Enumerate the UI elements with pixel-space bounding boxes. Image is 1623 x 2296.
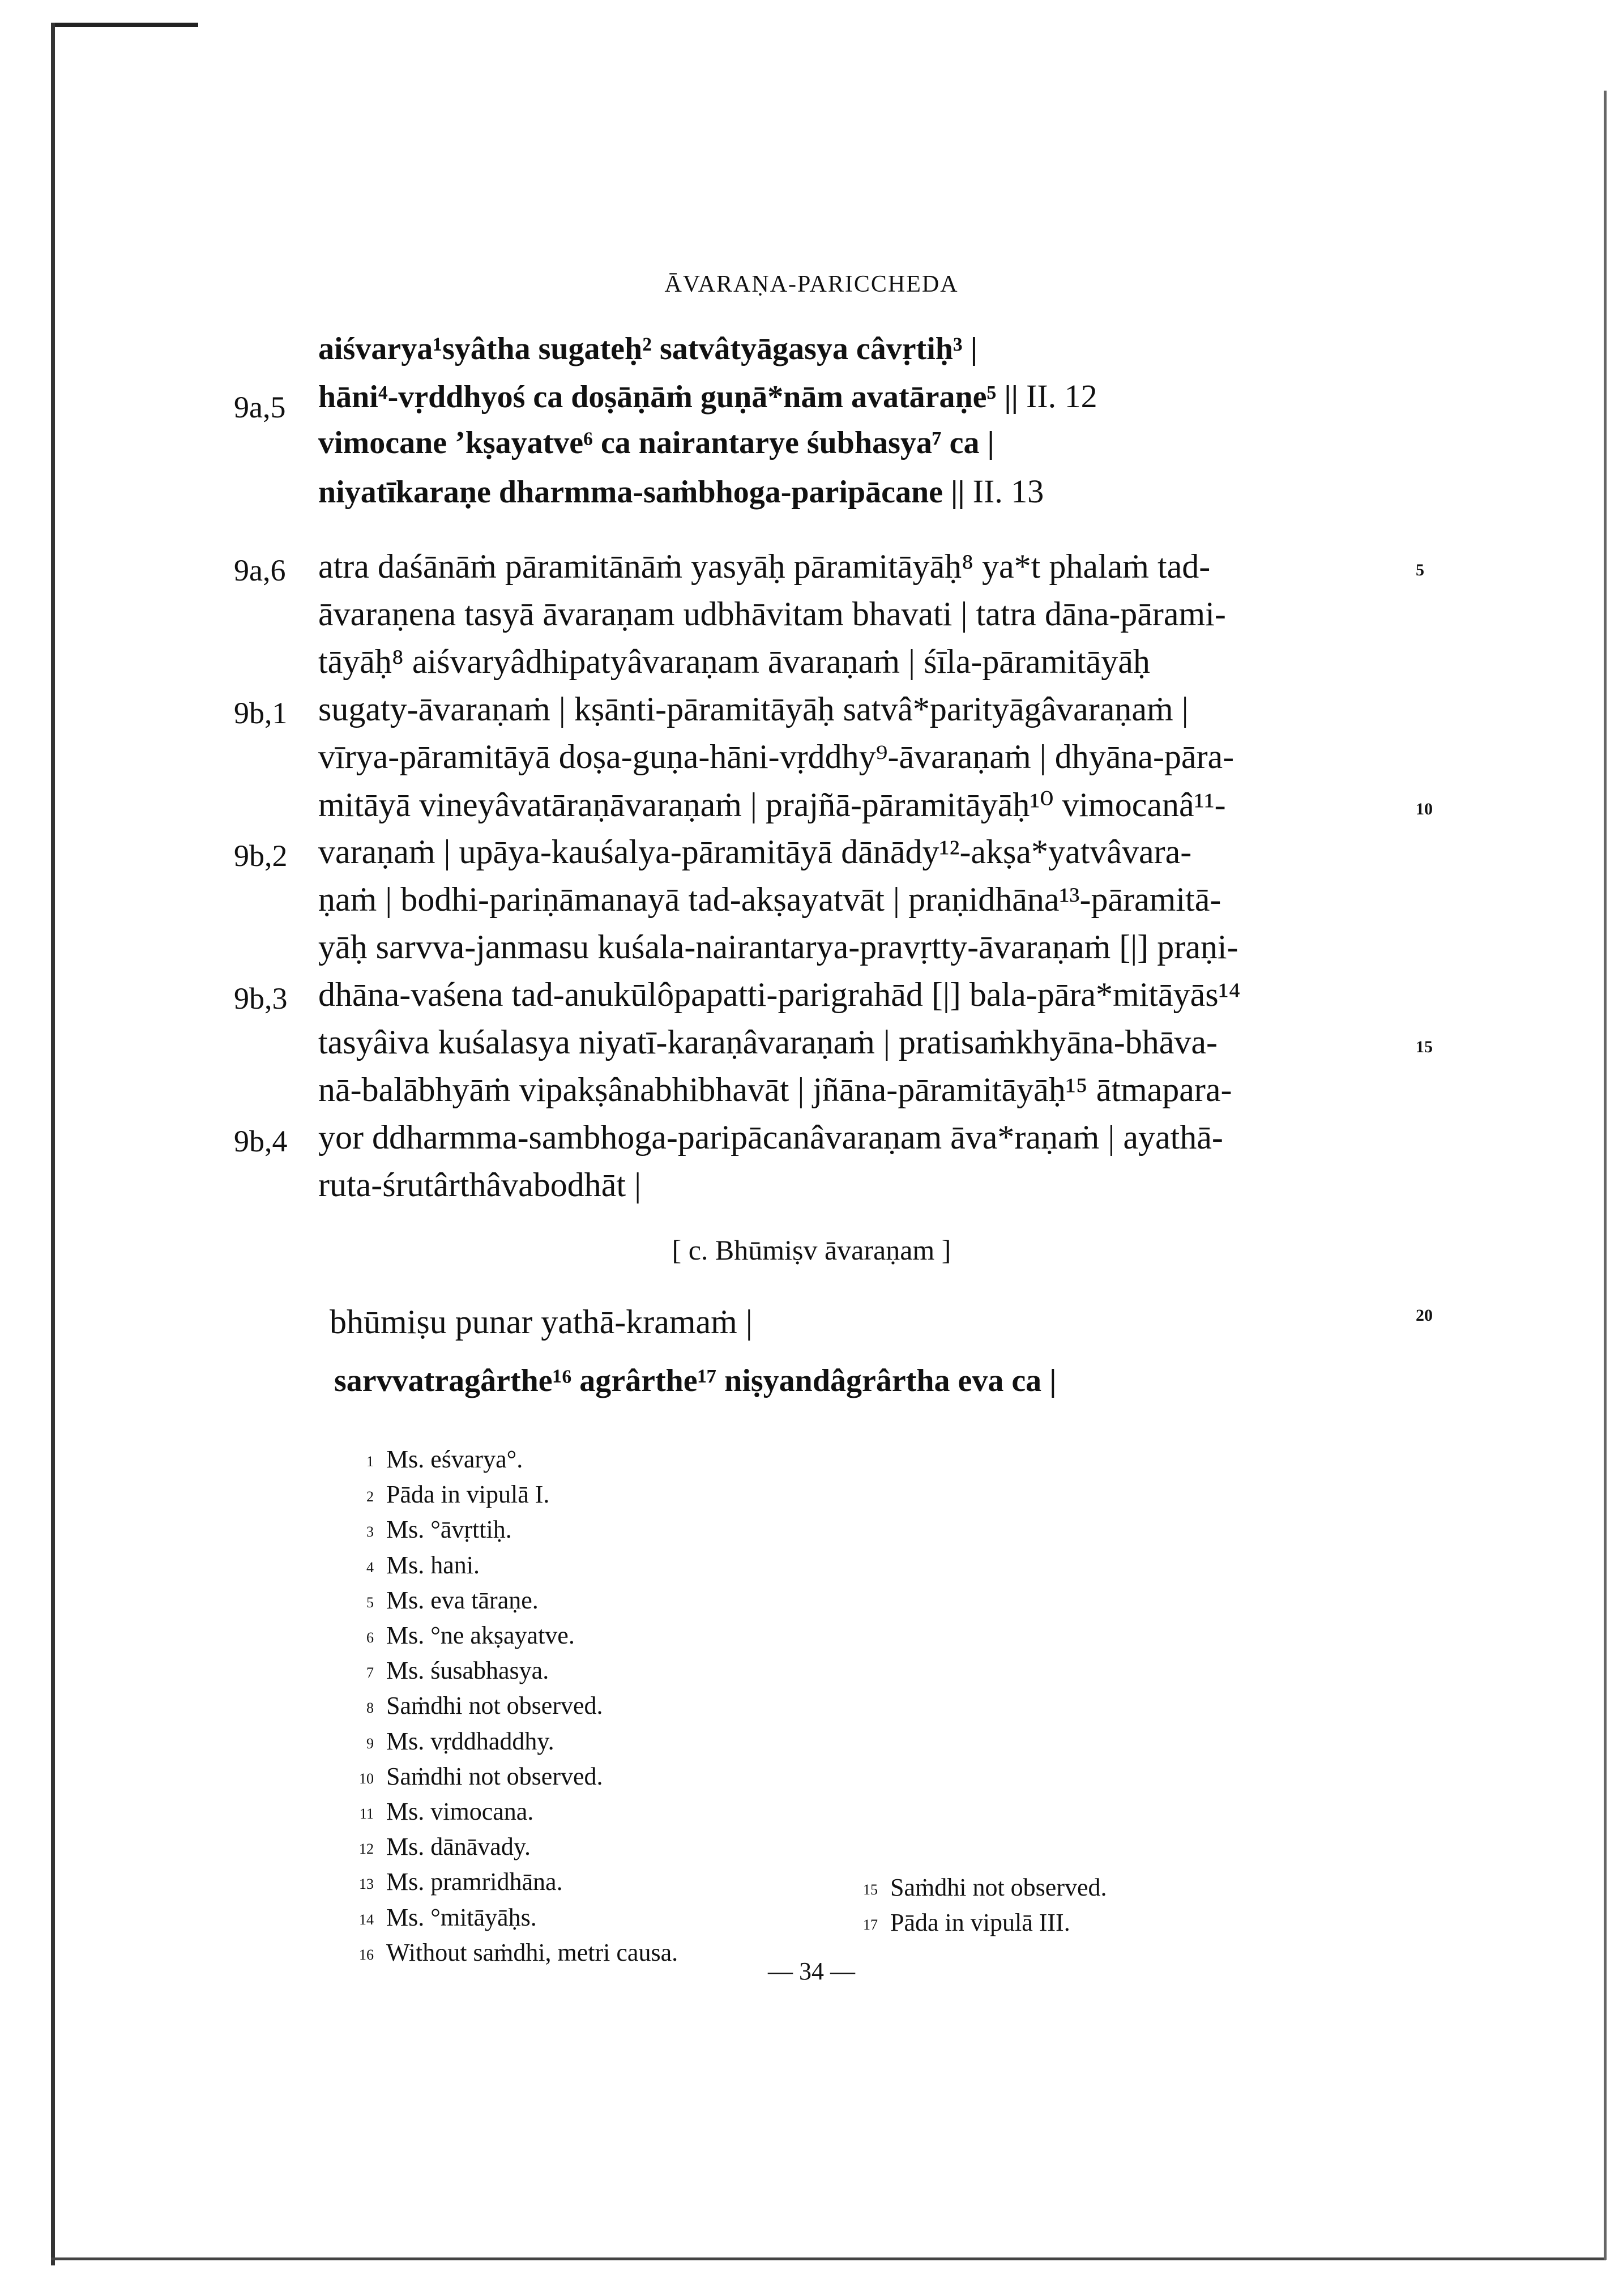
footnote: 14 Ms. °mitāyāḥs. — [359, 1903, 537, 1931]
manuscript-ref: 9b,4 — [234, 1124, 288, 1158]
line-number: 5 — [1416, 561, 1424, 579]
prose-line: vīrya-pāramitāyā doṣa-guṇa-hāni-vṛddhy⁹-āvaraṇaṁ | dhyāna-pāra- — [318, 738, 1235, 775]
verse-number: II. 13 — [972, 473, 1044, 510]
prose-line: sugaty-āvaraṇaṁ | kṣānti-pāramitāyāḥ satvâ*parityāgâvaraṇaṁ | — [318, 690, 1189, 728]
manuscript-ref: 9a,6 — [234, 553, 286, 587]
scan-border-top — [51, 23, 198, 27]
footnote: 7 Ms. śusabhasya. — [366, 1657, 549, 1685]
section-subheading: [ c. Bhūmiṣv āvaraṇam ] — [672, 1234, 951, 1266]
scan-border-left — [51, 23, 55, 2265]
manuscript-ref: 9b,1 — [234, 696, 288, 730]
footnote: 16 Without saṁdhi, metri causa. — [359, 1938, 678, 1966]
prose-line: atra daśānāṁ pāramitānāṁ yasyāḥ pāramitāyāḥ⁸ ya*t phalaṁ tad- — [318, 548, 1211, 585]
footnotes-left — [351, 1443, 678, 1971]
prose-line: āvaraṇena tasyā āvaraṇam udbhāvitam bhavati | tatra dāna-pārami- — [318, 595, 1226, 633]
footnote: 8 Saṁdhi not observed. — [366, 1692, 603, 1720]
verse-line: sarvvatragârthe¹⁶ agrârthe¹⁷ niṣyandâgrârtha eva ca | — [334, 1363, 1057, 1398]
scan-border-right — [1604, 91, 1607, 2260]
page-number: — 34 — — [768, 1957, 855, 1985]
manuscript-ref: 9a,5 — [234, 390, 286, 424]
line-number: 10 — [1416, 800, 1433, 818]
footnote: 5 Ms. eva tāraṇe. — [366, 1586, 539, 1614]
running-header: ĀVARAṆA-PARICCHEDA — [664, 271, 959, 297]
manuscript-ref: 9b,3 — [234, 981, 288, 1015]
scan-border-bottom — [51, 2257, 1606, 2260]
footnote: 6 Ms. °ne akṣayatve. — [366, 1621, 575, 1650]
footnote: 4 Ms. hani. — [366, 1551, 480, 1579]
line-number: 15 — [1416, 1038, 1433, 1056]
prose-line: ruta-śrutârthâvabodhāt | — [318, 1166, 642, 1204]
prose-line: bhūmiṣu punar yathā-kramaṁ | — [330, 1303, 753, 1341]
verse-line: hāni⁴-vṛddhyoś ca doṣāṇāṁ guṇā*nām avatāraṇe⁵ || II. 12 — [318, 378, 1097, 415]
footnote: 10 Saṁdhi not observed. — [359, 1762, 603, 1790]
verse-line: vimocane ’kṣayatve⁶ ca nairantarye śubhasya⁷ ca | — [318, 425, 994, 460]
footnote: 9 Ms. vṛddhaddhy. — [366, 1727, 554, 1755]
manuscript-ref: 9b,2 — [234, 839, 288, 873]
footnote: 17 Pāda in vipulā III. — [863, 1909, 1070, 1936]
verse-line: niyatīkaraṇe dharmma-saṁbhoga-paripācane || II. 13 — [318, 473, 1044, 510]
prose-line: varaṇaṁ | upāya-kauśalya-pāramitāyā dānādy¹²-akṣa*yatvâvara- — [318, 833, 1192, 870]
line-number: 20 — [1416, 1306, 1433, 1325]
prose-line: mitāyā vineyâvatāraṇāvaraṇaṁ | prajñā-pāramitāyāḥ¹⁰ vimocanâ¹¹- — [318, 786, 1226, 823]
verse-line: aiśvarya¹syâtha sugateḥ² satvâtyāgasya câvṛtiḥ³ | — [318, 331, 978, 366]
verse-number: II. 12 — [1026, 378, 1097, 415]
prose-line: nā-balābhyāṁ vipakṣânabhibhavāt | jñāna-pāramitāyāḥ¹⁵ ātmapara- — [318, 1071, 1232, 1108]
footnote: 15 Saṁdhi not observed. — [863, 1873, 1107, 1901]
prose-line: tāyāḥ⁸ aiśvaryâdhipatyâvaraṇam āvaraṇaṁ | śīla-pāramitāyāḥ — [318, 643, 1150, 680]
prose-line: dhāna-vaśena tad-anukūlôpapatti-parigrahād [|] bala-pāra*mitāyās¹⁴ — [318, 976, 1241, 1013]
footnotes-right — [855, 1871, 1107, 1941]
footnote: 1 Ms. eśvarya°. — [366, 1445, 523, 1473]
footnote: 11 Ms. vimocana. — [359, 1798, 534, 1826]
prose-line: ṇaṁ | bodhi-pariṇāmanayā tad-akṣayatvāt | praṇidhāna¹³-pāramitā- — [318, 881, 1221, 918]
footnote: 2 Pāda in vipulā I. — [366, 1480, 550, 1509]
footnote: 12 Ms. dānāvady. — [359, 1833, 531, 1861]
prose-line: yāḥ sarvva-janmasu kuśala-nairantarya-pravṛtty-āvaraṇaṁ [|] praṇi- — [318, 928, 1238, 966]
prose-line: tasyâiva kuśalasya niyatī-karaṇâvaraṇaṁ | pratisaṁkhyāna-bhāva- — [318, 1023, 1218, 1061]
footnote: 13 Ms. pramridhāna. — [359, 1868, 563, 1896]
footnote: 3 Ms. °āvṛttiḥ. — [366, 1516, 512, 1544]
prose-line: yor ddharmma-sambhoga-paripācanâvaraṇam āva*raṇaṁ | ayathā- — [318, 1119, 1223, 1156]
